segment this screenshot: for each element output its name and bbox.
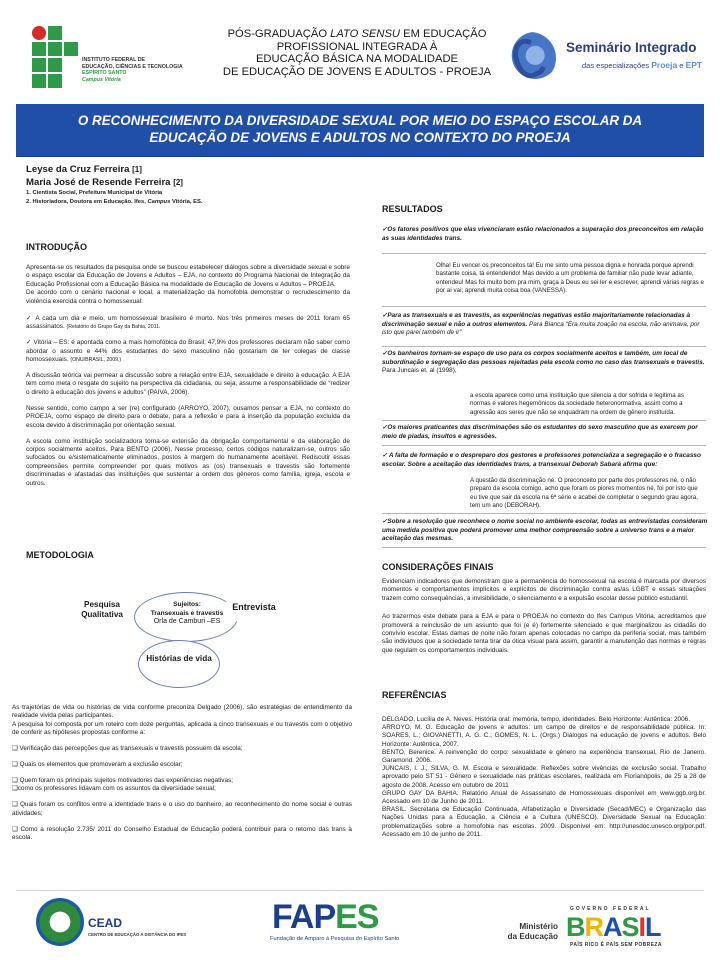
seminario-subtitle: das especializações Proeja e EPT <box>582 60 703 70</box>
logo-dot <box>32 26 46 40</box>
brasil-wordmark: BRASIL <box>566 912 661 942</box>
poster-title-banner <box>16 104 704 156</box>
ifes-logo <box>32 26 84 90</box>
metodologia-heading: METODOLOGIA <box>26 550 94 560</box>
program-title: PÓS-GRADUAÇÃO LATO SENSU EM EDUCAÇÃO PROFISSIONAL INTEGRADA À EDUCAÇÃO BÁSICA NA MODALIDADE DE EDUCAÇÃO DE JOVENS E ADULTOS - PROEJA <box>222 28 492 78</box>
referencias-heading: REFERÊNCIAS <box>382 690 447 700</box>
intro-heading: INTRODUÇÃO <box>26 242 87 252</box>
cead-logo-text: CEAD <box>88 916 123 930</box>
consideracoes-heading: CONSIDERAÇÕES FINAIS <box>382 562 494 572</box>
poster-title-line2: EDUCAÇÃO DE JOVENS E ADULTOS NO CONTEXTO DO PROEJA <box>149 130 571 145</box>
reference-item: BRASIL. Secretaria de Educação Continuada, Alfabetização e Diversidade (Secad/MEC) e Organização das Nações Unidas para a Educação, a Ciência e a Cultura (UNESCO). Diversidade Sexual na Educação: problematizações sobre a homofobia nas escolas. 2009. Disponível em: http://unesdoc.unesco.org/por.pdf. Acessado em 10 de junho de 2011. <box>382 806 706 838</box>
resultados-heading: RESULTADOS <box>382 204 443 214</box>
resultados-bullet-4: ✓Os maiores praticantes das discriminações são os estudantes do sexo masculino que as exercem por meio de piadas, insultos e agressões. <box>382 424 698 440</box>
resultados-bullet-2: ✓Para as transexuais e as travestis, as experiências negativas estão majoritariamente relacionadas à discriminação sexual e não a outros elementos. Para Bianca “Era muita zoação na escola, não animava, por isto que parei também de ir” <box>382 312 700 337</box>
reference-item: BENTO, Berenice. A reinvenção do corpo: sexualidade e gênero na experiência transexual, Rio de Janeiro. Garamond. 2006. <box>382 748 706 765</box>
intro-body: Apresenta-se os resultados da pesquisa onde se buscou estabelecer diálogos sobre a diversidade sexual e sobre o espaço escolar da Educação de Jovens e Adultos – EJA, no contexto do Programa Nacional de Integração da Educação Profissional com a Educação Básica na modalidade de Educação de Jovens e Adultos – PROEJA. De acordo com o cenário nacional e local, a materialização da homofobia demonstrar o recrudescimento da violência exercida contra o homossexual: ✓ A cada um dia e meio, um homossexual brasileiro é morto. Nos três primeiros meses de 2011 foram 65 assassinatos. (Relatório do Grupo Gay da Bahia, 2011. ✓ Vitória – ES: é apontada como a mais homofóbica do Brasil; 47,9% dos professores declaram não saber como abordar o assunto e 44% dos estudantes do sexo masculino não gostariam de ter colegas de classe homossexuais. (ONU/BRASIL, 2009.) A discussão teórica vai permear a discussão sobre a relação entre EJA, sexualidade e direito à educação. A EJA tem como meta o resgate do sujeito na perspectiva da cidadania, ou seja, assume a responsabilidade de “redizer o direito à educação dos jovens e adultos” (PAIVA, 2006). Nesse sentido, como campo a ser (re) configurado (ARROYO, 2007), ousamos pensar a EJA, no contexto do PROEJA, como espaço de direito para o debate, para a reflexão e para a inserção da população excluída da escola devido à discriminação por orientação sexual. A escola como instituição socializadora torna-se extensão da obrigação comportamental e da elaboração de corpos socialmente aceitos. Para BENTO (2006), Nesse processo, certos códigos naturalizam-se, outros são sufocados ou e/sistematicamente eliminados, postos à margem do humanamente aceitável. Rediscutir essas compreensões permite compreender por quais motivos as (os) transexuais e travestis são fortemente discriminadas e afastadas das instituições que sustentar a ordem dos gêneros como família, igreja, escola e outros. <box>26 264 350 487</box>
quote-juncais: a escola aparece como uma instituição que silencia a dor sofrida e legitima as normas e valores hegemônicos da sociedade heteronormativa, assim como a agressão aos seres que não se enquadram na ordem de gênero instituída. <box>470 392 684 416</box>
reference-item: DELGADO, Lucília de A. Neves. História oral: memória, tempo, identidades. Belo Horizonte: Autêntica: 2006. <box>382 716 690 723</box>
quote-deborah: A questão da discriminação né. O preconceito por parte dos professores né, o não preparo da escola comigo, acho que foram os piores momentos né, foi por isto que eu tive que sair da escola na 6ª série e acabei de completar o segundo grau agora, tem um ano (DEBORAH). <box>470 477 698 509</box>
resultados-bullet-5: ✓ A falta de formação e o despreparo dos gestores e professores potencializa a segregação e o fracasso escolar. Sobre a aceitação das identidades trans, a transexual Deborah Sabará afirma que: <box>382 452 701 468</box>
reference-item: ARROYO, M. G. Educação de jovens e adultos: um campo de direitos e de responsabilidade pública. In: SOARES, L.; GIOVANETTI, A. G. C.; GOMES, N. L. (Orgs.) Diálogos na educação de jovens e adultos. Belo Horizonte: Autêntica, 2007. <box>382 724 706 748</box>
ministerio-educacao: Ministério da Educação <box>507 922 558 941</box>
fapes-subtitle: Fundação de Amparo à Pesquisa do Espírito Santo <box>270 936 400 942</box>
governo-slogan: PAÍS RICO É PAÍS SEM POBREZA <box>570 942 662 948</box>
ifes-name: INSTITUTO FEDERAL DE EDUCAÇÃO, CIÊNCIAS E TECNOLOGIA ESPÍRITO SANTO Campus Vitória <box>82 57 183 83</box>
diagram-sujeitos: Sujeitos: Transexuais e travestis Orla de Camburi –ES <box>150 601 224 626</box>
diagram-entrevista: Entrevista <box>232 602 276 612</box>
reference-item: GRUPO GAY DA BAHIA. Relatório Anual de Assassinato de Homossexuais disponível em www.ggb.org.br. Acessado em 10 de Junho de 2011. <box>382 789 706 806</box>
resultados-bullet-1: ✓Os fatores positivos que elas vivenciaram estão relacionados a superação dos preconceitos em relação as suas identidades trans. <box>382 226 704 242</box>
authors <box>26 163 366 206</box>
author-1: Leyse da Cruz Ferreira [1] <box>26 164 142 175</box>
diagram-historias-de-vida: Histórias de vida <box>146 654 212 663</box>
diagram-pesquisa-qualitativa: Pesquisa Qualitativa <box>81 600 123 619</box>
seminario-logo <box>500 30 710 90</box>
consideracoes-body: Evidenciam indicadores que demonstram que a permanência do homossexual na escola é marcada por diversos momentos e comportamentos implícitos e explícitos de discriminação contra as/as LGBT e essas situações trazem como consequências, a invisibilidade, o silenciamento e a expulsão escolar desse público estudantil. Ao trazermos este debate para a EJA e para o PROEJA no contexto do Ifes Campus Vitória, acreditamos que promoverá a reinclusão de um assunto que foi (e é) fortemente silenciado e que marginalizou as cidadãs do convívio escolar. Estas damas de noite não foram apenas colocadas no campo da periferia social, mas também são indivíduos que a sociedade tenta tirar da ótica visual para assim, garantir a manutenção das normas e regras que regulam os comportamentos individuais. <box>382 578 706 654</box>
governo-federal-label: GOVERNO FEDERAL <box>570 906 651 912</box>
referencias-list <box>382 716 706 839</box>
poster-title-line1: O RECONHECIMENTO DA DIVERSIDADE SEXUAL POR MEIO DO ESPAÇO ESCOLAR DA <box>77 113 643 128</box>
governo-federal-logo <box>498 904 698 952</box>
resultados-bullet-6: ✓Sobre a resolução que reconhece o nome social no ambiente escolar, todas as entrevistadas consideram uma medida positiva que poderá promover uma melhor compreensão sobre a universo trans e a maior aceitação das mesmas. <box>382 518 708 543</box>
cead-logo-icon <box>36 898 84 946</box>
seminario-title: Seminário Integrado <box>566 40 697 55</box>
author-2: Maria José de Resende Ferreira [2] <box>26 177 183 188</box>
resultados-bullet-3: ✓Os banheiros tornam-se espaço de uso para os corpos socialmente aceitos e também, um local de subordinação e segregação das pessoas rejeitadas pela escola como no caso das transexuais e travestis. Para Juncais et. al (1998), <box>382 350 705 375</box>
cead-subtitle: CENTRO DE EDUCAÇÃO A DISTÂNCIA DO IFES <box>88 932 187 937</box>
affiliation-2: 2. Historiadora, Doutora em Educação. Ifes, Campus Vitória, ES. <box>26 198 203 205</box>
fapes-logo: FAPES <box>272 898 379 936</box>
quote-vanessa: Olha! Eu vencer os preconceitos tá! Eu me sinto uma pessoa digna e honrada porque aprendi bastante coisa, tá entendendo! Mas devido a um problema de familiar não pude levar adiante, entendeu! Mas foi muito bom pra mim, graça à Deus eu sei ler e escrever, aprendi várias regras e por aí vai; aprendi muita coisa boa (VANESSA). <box>436 262 704 294</box>
diagram-historias-ellipse <box>138 640 220 688</box>
reference-item: JUNCAIS, I. J., SILVA, G. M. Escola e sexualidade: Reflexões sobre vivências de exclusão social. Trabalho aprovado pelo ST 51 - Gênero e sexualidade nas práticas escolares, realizada em Florianópolis, de 25 a 28 de agosto de 2008. Acesso em outubro de 2011 <box>382 765 706 789</box>
affiliation-1: 1. Cientista Social, Prefeitura Municipal de Vitória <box>26 190 163 196</box>
metodologia-body: As trajetórias de vida ou histórias de vida conforme preconiza Delgado (2006), são estratégias de entendimento da realidade vivida pelas participantes. A pesquisa foi composta por um roteiro com doze perguntas, aplicada a cinco transexuais e ou travestis com o objetivo de conferir as hipóteses propostas conforme a: ❑ Verificação das percepções que as transexuais e travestis possuem da escola; ❑ Quais os elementos que promoveram a exclusão escolar; ❑ Quem foram os principais sujeitos motivadores das experiências negativas; ❑como os professores lidavam com os assuntos da diversidade sexual; ❑ Quais foram os conflitos entre a identidade trans e o uso do banheiro, ao reconhecimento do nome social e outras atividades; ❑ Como a resolução 2.735/ 2011 do Conselho Estadual de Educação poderá contribuir para o retorno das trans à escola. <box>12 704 352 841</box>
